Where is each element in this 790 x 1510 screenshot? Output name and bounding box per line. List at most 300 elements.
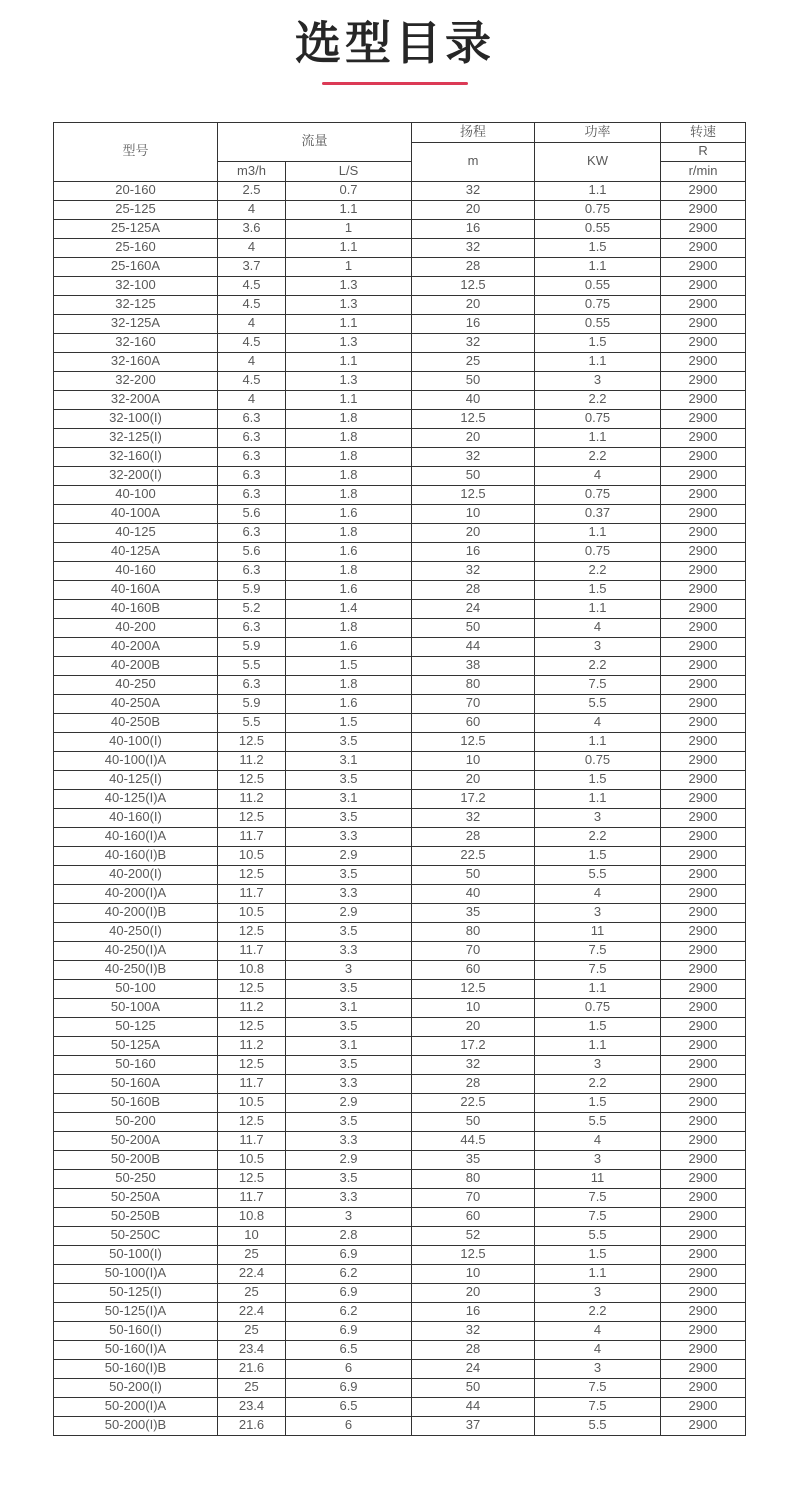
cell-speed-rpm: 2900 [661,219,746,238]
cell-flow-m3h: 5.5 [218,713,286,732]
table-row [54,295,746,314]
cell-model: 40-125 [54,523,218,542]
cell-flow-m3h: 6.3 [218,675,286,694]
cell-model: 50-125(I)A [54,1302,218,1321]
cell-speed-rpm: 2900 [661,466,746,485]
cell-flow-m3h: 12.5 [218,808,286,827]
cell-model: 50-200 [54,1112,218,1131]
cell-flow-m3h: 5.5 [218,656,286,675]
cell-flow-m3h: 10.8 [218,1207,286,1226]
cell-speed-rpm: 2900 [661,1378,746,1397]
cell-model: 32-125A [54,314,218,333]
cell-power-kw: 3 [535,637,661,656]
cell-power-kw: 1.1 [535,1264,661,1283]
cell-speed-rpm: 2900 [661,1017,746,1036]
cell-model: 50-100A [54,998,218,1017]
table-row [54,618,746,637]
cell-model: 40-100(I) [54,732,218,751]
cell-flow-ls: 6 [286,1359,412,1378]
cell-power-kw: 1.5 [535,1245,661,1264]
cell-head-m: 32 [412,333,535,352]
cell-flow-ls: 3.5 [286,732,412,751]
cell-flow-ls: 1.1 [286,200,412,219]
table-row [54,732,746,751]
cell-model: 32-160A [54,352,218,371]
cell-flow-m3h: 10.5 [218,1093,286,1112]
cell-power-kw: 1.1 [535,352,661,371]
cell-power-kw: 2.2 [535,827,661,846]
cell-head-m: 38 [412,656,535,675]
cell-flow-m3h: 12.5 [218,922,286,941]
cell-model: 40-250(I) [54,922,218,941]
cell-head-m: 12.5 [412,1245,535,1264]
cell-flow-ls: 1.8 [286,409,412,428]
cell-model: 50-125A [54,1036,218,1055]
cell-head-m: 37 [412,1416,535,1435]
cell-power-kw: 4 [535,618,661,637]
cell-flow-m3h: 25 [218,1378,286,1397]
table-row [54,276,746,295]
cell-model: 50-250A [54,1188,218,1207]
cell-head-m: 10 [412,504,535,523]
cell-speed-rpm: 2900 [661,181,746,200]
cell-model: 50-250B [54,1207,218,1226]
cell-flow-m3h: 5.9 [218,580,286,599]
table-row [54,371,746,390]
cell-power-kw: 1.5 [535,1093,661,1112]
cell-power-kw: 7.5 [535,941,661,960]
cell-model: 32-100 [54,276,218,295]
table-row [54,314,746,333]
cell-flow-ls: 1.6 [286,694,412,713]
cell-flow-ls: 3.3 [286,884,412,903]
cell-head-m: 40 [412,390,535,409]
cell-flow-ls: 1.8 [286,523,412,542]
cell-speed-rpm: 2900 [661,1112,746,1131]
cell-power-kw: 1.1 [535,523,661,542]
cell-model: 40-160(I) [54,808,218,827]
cell-power-kw: 3 [535,903,661,922]
cell-head-m: 60 [412,1207,535,1226]
cell-flow-ls: 6.5 [286,1397,412,1416]
cell-flow-ls: 6.2 [286,1302,412,1321]
cell-speed-rpm: 2900 [661,656,746,675]
cell-speed-rpm: 2900 [661,922,746,941]
cell-power-kw: 4 [535,713,661,732]
cell-speed-rpm: 2900 [661,827,746,846]
cell-speed-rpm: 2900 [661,1131,746,1150]
cell-model: 40-125(I) [54,770,218,789]
cell-speed-rpm: 2900 [661,884,746,903]
header-power: 功率 [535,122,661,142]
cell-head-m: 44.5 [412,1131,535,1150]
cell-head-m: 50 [412,466,535,485]
cell-flow-m3h: 6.3 [218,428,286,447]
table-row [54,428,746,447]
title-underline-accent [322,82,468,85]
cell-power-kw: 1.5 [535,770,661,789]
cell-head-m: 32 [412,447,535,466]
cell-flow-m3h: 12.5 [218,1169,286,1188]
cell-model: 40-160(I)A [54,827,218,846]
table-row [54,333,746,352]
cell-head-m: 20 [412,523,535,542]
cell-head-m: 44 [412,1397,535,1416]
cell-power-kw: 2.2 [535,656,661,675]
cell-flow-m3h: 11.7 [218,1131,286,1150]
cell-flow-ls: 1 [286,219,412,238]
table-row [54,1416,746,1435]
cell-flow-ls: 3.5 [286,1112,412,1131]
table-row [54,1207,746,1226]
table-row [54,257,746,276]
cell-flow-ls: 1.3 [286,295,412,314]
cell-power-kw: 1.1 [535,257,661,276]
cell-flow-m3h: 6.3 [218,618,286,637]
cell-head-m: 16 [412,219,535,238]
cell-head-m: 16 [412,542,535,561]
cell-flow-ls: 1.1 [286,314,412,333]
header-head-unit: m [412,142,535,181]
cell-model: 40-250(I)A [54,941,218,960]
table-row [54,751,746,770]
cell-model: 40-160B [54,599,218,618]
cell-power-kw: 7.5 [535,1378,661,1397]
cell-speed-rpm: 2900 [661,1055,746,1074]
cell-flow-m3h: 2.5 [218,181,286,200]
cell-speed-rpm: 2900 [661,276,746,295]
cell-head-m: 10 [412,998,535,1017]
cell-speed-rpm: 2900 [661,732,746,751]
table-row [54,1397,746,1416]
cell-flow-m3h: 6.3 [218,466,286,485]
cell-flow-m3h: 25 [218,1245,286,1264]
table-row [54,1169,746,1188]
cell-head-m: 17.2 [412,789,535,808]
cell-head-m: 70 [412,941,535,960]
cell-power-kw: 11 [535,922,661,941]
cell-flow-ls: 1.6 [286,542,412,561]
cell-flow-ls: 1.8 [286,428,412,447]
cell-power-kw: 2.2 [535,1302,661,1321]
cell-model: 50-160(I)A [54,1340,218,1359]
cell-flow-m3h: 5.9 [218,694,286,713]
cell-flow-m3h: 4 [218,390,286,409]
cell-speed-rpm: 2900 [661,618,746,637]
cell-model: 25-160A [54,257,218,276]
cell-power-kw: 3 [535,1283,661,1302]
table-row [54,1321,746,1340]
cell-flow-ls: 1.5 [286,713,412,732]
header-flow-m3h: m3/h [218,161,286,181]
cell-power-kw: 1.5 [535,580,661,599]
cell-head-m: 24 [412,1359,535,1378]
cell-speed-rpm: 2900 [661,846,746,865]
cell-power-kw: 1.5 [535,1017,661,1036]
table-row [54,865,746,884]
cell-flow-ls: 3 [286,960,412,979]
table-row [54,523,746,542]
cell-speed-rpm: 2900 [661,1321,746,1340]
table-row [54,1112,746,1131]
table-row [54,1036,746,1055]
cell-speed-rpm: 2900 [661,371,746,390]
header-speed: 转速 [661,122,746,142]
cell-flow-ls: 1.5 [286,656,412,675]
cell-flow-m3h: 6.3 [218,561,286,580]
cell-flow-ls: 3.1 [286,789,412,808]
table-row [54,903,746,922]
table-header [54,122,746,181]
cell-flow-m3h: 4 [218,314,286,333]
cell-model: 40-200(I) [54,865,218,884]
cell-head-m: 50 [412,1112,535,1131]
cell-power-kw: 7.5 [535,1207,661,1226]
cell-model: 25-160 [54,238,218,257]
table-row [54,1093,746,1112]
table-row [54,694,746,713]
cell-speed-rpm: 2900 [661,257,746,276]
cell-speed-rpm: 2900 [661,1302,746,1321]
table-row [54,979,746,998]
cell-model: 50-200B [54,1150,218,1169]
cell-head-m: 50 [412,618,535,637]
cell-power-kw: 4 [535,1340,661,1359]
cell-flow-ls: 1.6 [286,580,412,599]
cell-power-kw: 1.5 [535,846,661,865]
cell-speed-rpm: 2900 [661,1074,746,1093]
cell-power-kw: 5.5 [535,1416,661,1435]
cell-power-kw: 2.2 [535,390,661,409]
cell-flow-ls: 1.8 [286,618,412,637]
cell-flow-ls: 3.3 [286,1131,412,1150]
cell-flow-ls: 1.6 [286,504,412,523]
cell-flow-ls: 3.5 [286,922,412,941]
cell-model: 50-160 [54,1055,218,1074]
table-row [54,789,746,808]
cell-head-m: 12.5 [412,732,535,751]
cell-flow-ls: 6.2 [286,1264,412,1283]
cell-power-kw: 1.1 [535,428,661,447]
table-row [54,1283,746,1302]
table-row [54,1264,746,1283]
cell-power-kw: 3 [535,1055,661,1074]
cell-speed-rpm: 2900 [661,1264,746,1283]
cell-speed-rpm: 2900 [661,485,746,504]
table-row [54,219,746,238]
cell-speed-rpm: 2900 [661,1150,746,1169]
cell-flow-ls: 3.1 [286,998,412,1017]
table-row [54,656,746,675]
cell-flow-m3h: 5.2 [218,599,286,618]
cell-head-m: 50 [412,1378,535,1397]
cell-head-m: 28 [412,580,535,599]
cell-power-kw: 4 [535,884,661,903]
cell-flow-ls: 3.5 [286,865,412,884]
cell-head-m: 20 [412,1283,535,1302]
table-row [54,1226,746,1245]
cell-speed-rpm: 2900 [661,599,746,618]
cell-model: 40-125(I)A [54,789,218,808]
cell-speed-rpm: 2900 [661,1093,746,1112]
cell-power-kw: 1.1 [535,1036,661,1055]
cell-head-m: 28 [412,1074,535,1093]
cell-flow-m3h: 25 [218,1321,286,1340]
table-row [54,884,746,903]
cell-power-kw: 2.2 [535,447,661,466]
cell-flow-ls: 6.5 [286,1340,412,1359]
cell-head-m: 80 [412,675,535,694]
cell-model: 50-200(I)A [54,1397,218,1416]
table-row [54,1378,746,1397]
table-row [54,827,746,846]
cell-flow-m3h: 10.5 [218,1150,286,1169]
cell-model: 40-250A [54,694,218,713]
cell-speed-rpm: 2900 [661,1169,746,1188]
cell-flow-m3h: 10 [218,1226,286,1245]
cell-head-m: 50 [412,371,535,390]
cell-flow-ls: 1.8 [286,675,412,694]
cell-model: 50-250C [54,1226,218,1245]
cell-head-m: 22.5 [412,846,535,865]
table-row [54,466,746,485]
cell-power-kw: 0.75 [535,200,661,219]
cell-speed-rpm: 2900 [661,409,746,428]
cell-model: 40-250B [54,713,218,732]
cell-model: 32-160 [54,333,218,352]
table-row [54,960,746,979]
cell-flow-m3h: 11.7 [218,1074,286,1093]
cell-flow-ls: 0.7 [286,181,412,200]
cell-speed-rpm: 2900 [661,713,746,732]
cell-flow-ls: 1.8 [286,447,412,466]
cell-flow-ls: 6.9 [286,1245,412,1264]
cell-speed-rpm: 2900 [661,1359,746,1378]
cell-model: 50-125 [54,1017,218,1036]
cell-flow-m3h: 11.2 [218,1036,286,1055]
cell-model: 50-160(I) [54,1321,218,1340]
cell-speed-rpm: 2900 [661,960,746,979]
cell-power-kw: 1.5 [535,333,661,352]
cell-flow-m3h: 11.7 [218,1188,286,1207]
cell-model: 40-200A [54,637,218,656]
cell-flow-ls: 1.6 [286,637,412,656]
cell-flow-ls: 2.8 [286,1226,412,1245]
cell-speed-rpm: 2900 [661,352,746,371]
cell-model: 50-200(I)B [54,1416,218,1435]
cell-head-m: 32 [412,561,535,580]
cell-flow-m3h: 11.7 [218,884,286,903]
cell-power-kw: 0.75 [535,751,661,770]
cell-power-kw: 7.5 [535,1188,661,1207]
cell-flow-ls: 6 [286,1416,412,1435]
cell-flow-ls: 3.5 [286,1169,412,1188]
table-row [54,485,746,504]
cell-flow-ls: 3.3 [286,1074,412,1093]
table-row [54,1340,746,1359]
cell-flow-m3h: 6.3 [218,485,286,504]
cell-power-kw: 0.75 [535,409,661,428]
cell-flow-m3h: 12.5 [218,865,286,884]
cell-speed-rpm: 2900 [661,1245,746,1264]
table-row [54,447,746,466]
cell-flow-m3h: 11.2 [218,789,286,808]
cell-power-kw: 0.55 [535,219,661,238]
cell-power-kw: 2.2 [535,1074,661,1093]
cell-head-m: 40 [412,884,535,903]
cell-flow-m3h: 6.3 [218,409,286,428]
cell-flow-m3h: 10.8 [218,960,286,979]
cell-speed-rpm: 2900 [661,770,746,789]
cell-speed-rpm: 2900 [661,1397,746,1416]
cell-flow-ls: 1.4 [286,599,412,618]
table-row [54,238,746,257]
cell-flow-m3h: 11.7 [218,827,286,846]
cell-head-m: 20 [412,295,535,314]
cell-flow-m3h: 10.5 [218,846,286,865]
cell-speed-rpm: 2900 [661,314,746,333]
cell-head-m: 20 [412,770,535,789]
header-speed-unit: r/min [661,161,746,181]
cell-model: 50-160A [54,1074,218,1093]
cell-head-m: 32 [412,1321,535,1340]
cell-power-kw: 3 [535,371,661,390]
cell-flow-ls: 3.5 [286,1055,412,1074]
cell-power-kw: 7.5 [535,1397,661,1416]
cell-power-kw: 5.5 [535,694,661,713]
cell-flow-ls: 1.8 [286,485,412,504]
table-row [54,808,746,827]
table-row [54,1359,746,1378]
table-row [54,561,746,580]
cell-power-kw: 1.5 [535,238,661,257]
header-model: 型号 [54,122,218,181]
cell-model: 40-160(I)B [54,846,218,865]
cell-head-m: 35 [412,903,535,922]
cell-head-m: 25 [412,352,535,371]
cell-flow-ls: 3.1 [286,1036,412,1055]
header-head: 扬程 [412,122,535,142]
cell-power-kw: 0.75 [535,485,661,504]
cell-speed-rpm: 2900 [661,1340,746,1359]
cell-flow-m3h: 4.5 [218,333,286,352]
cell-model: 32-160(I) [54,447,218,466]
cell-power-kw: 0.55 [535,276,661,295]
cell-flow-ls: 3.5 [286,1017,412,1036]
cell-flow-ls: 3 [286,1207,412,1226]
table-row [54,352,746,371]
table-row [54,1150,746,1169]
cell-speed-rpm: 2900 [661,998,746,1017]
table-row [54,675,746,694]
page-title: 选型目录 [295,17,495,69]
cell-flow-m3h: 23.4 [218,1340,286,1359]
cell-head-m: 12.5 [412,485,535,504]
cell-head-m: 10 [412,751,535,770]
cell-flow-m3h: 12.5 [218,979,286,998]
cell-power-kw: 1.1 [535,732,661,751]
cell-model: 25-125A [54,219,218,238]
cell-model: 20-160 [54,181,218,200]
cell-flow-m3h: 21.6 [218,1359,286,1378]
cell-model: 50-100(I)A [54,1264,218,1283]
cell-speed-rpm: 2900 [661,1036,746,1055]
cell-power-kw: 0.75 [535,998,661,1017]
cell-head-m: 17.2 [412,1036,535,1055]
cell-power-kw: 1.1 [535,789,661,808]
cell-speed-rpm: 2900 [661,523,746,542]
cell-power-kw: 3 [535,1359,661,1378]
